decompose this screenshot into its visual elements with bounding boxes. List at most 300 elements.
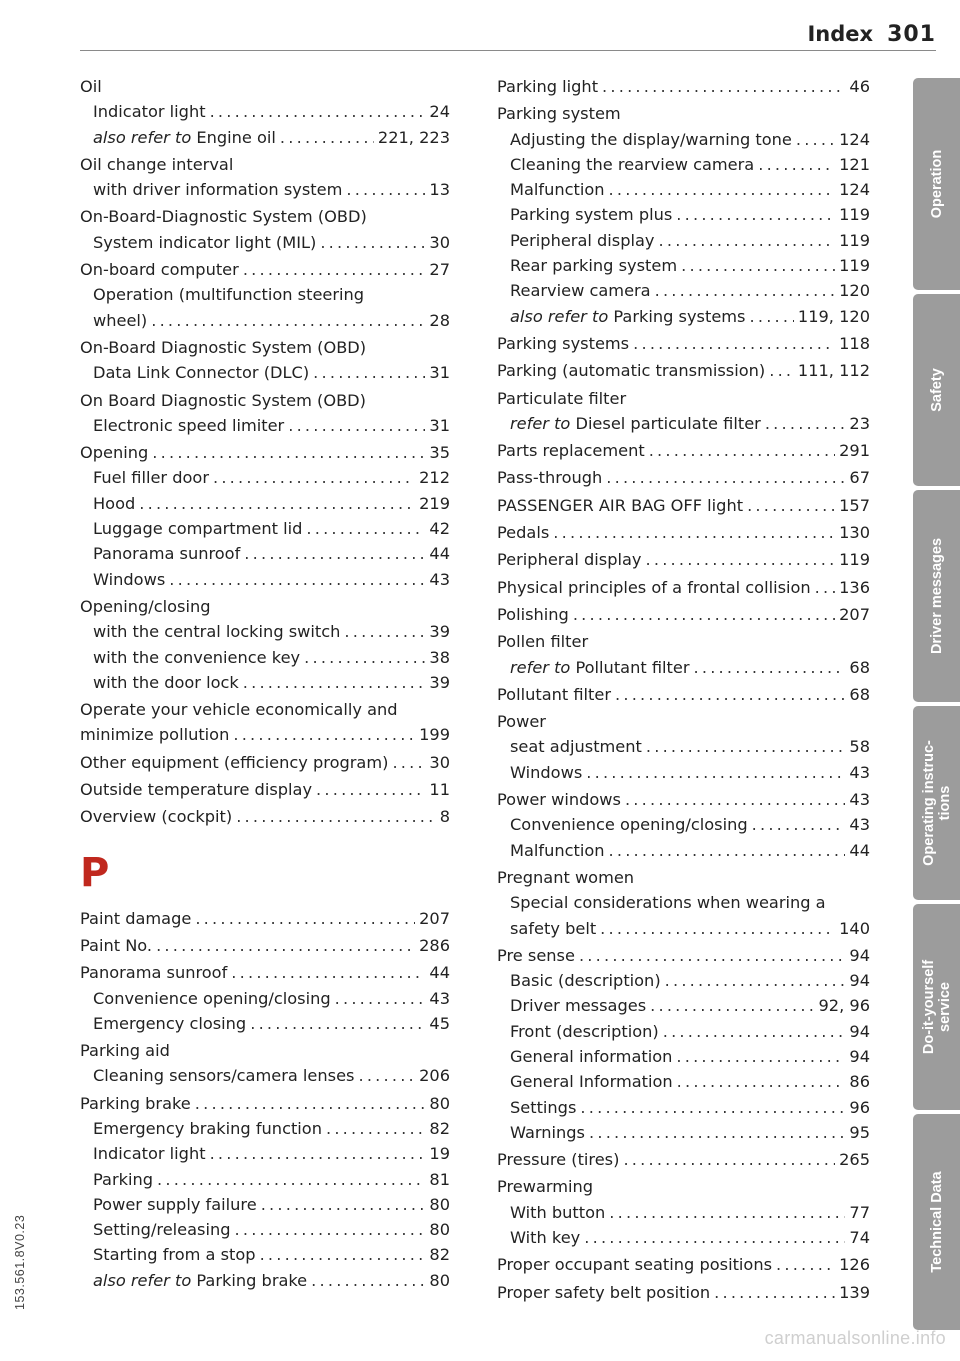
entry-text: With button	[510, 1202, 606, 1222]
dot-leader	[195, 1091, 426, 1116]
page-reference[interactable]: 111, 112	[797, 361, 870, 381]
page-reference[interactable]: 82	[429, 1118, 450, 1138]
entry-text: Engine oil	[191, 127, 276, 147]
index-entry	[80, 960, 450, 985]
index-entry	[497, 812, 870, 837]
dot-leader	[815, 575, 835, 600]
dot-leader	[326, 1116, 425, 1141]
index-entry	[497, 520, 870, 545]
page-reference[interactable]: 30	[429, 232, 450, 252]
index-entry	[497, 760, 870, 785]
entry-text: with driver information system	[93, 180, 343, 200]
page-reference[interactable]: 219	[419, 493, 450, 513]
dot-leader	[694, 655, 846, 680]
dot-leader	[752, 812, 846, 837]
page-reference[interactable]: 199	[419, 725, 450, 745]
page-reference[interactable]: 121	[839, 154, 870, 174]
entry-term	[80, 750, 388, 775]
entry-term	[93, 413, 284, 438]
entry-term	[510, 1225, 580, 1250]
entry-term	[93, 177, 342, 202]
entry-text: Front (description)	[510, 1021, 659, 1041]
page-reference[interactable]: 23	[849, 413, 870, 433]
page-reference[interactable]: 94	[849, 1021, 870, 1041]
entry-text: Pollen filter	[497, 632, 589, 652]
dot-leader	[765, 411, 846, 436]
index-entry	[80, 619, 450, 644]
dot-leader	[243, 257, 426, 282]
index-entry	[497, 1174, 870, 1199]
page-reference[interactable]: 207	[419, 908, 450, 928]
page-reference[interactable]: 119	[839, 205, 870, 225]
entry-term	[510, 152, 754, 177]
dot-leader	[210, 1141, 426, 1166]
entry-term	[80, 933, 152, 958]
entry-text: Pollutant filter	[570, 657, 690, 677]
dot-leader	[151, 308, 425, 333]
entry-term	[80, 777, 312, 802]
entry-term	[497, 787, 621, 812]
page-reference[interactable]: 119	[839, 256, 870, 276]
index-entry	[80, 777, 450, 802]
dot-leader	[580, 1095, 845, 1120]
page-reference[interactable]: 31	[429, 363, 450, 383]
page-reference[interactable]: 46	[849, 77, 870, 96]
page-reference[interactable]: 81	[429, 1169, 450, 1189]
index-entry	[80, 177, 450, 202]
entry-term	[510, 734, 642, 759]
index-entry	[80, 230, 450, 255]
dot-leader	[714, 1280, 835, 1305]
entry-text: Polishing	[497, 604, 569, 624]
entry-text: On-Board Diagnostic System (OBD)	[80, 337, 367, 357]
entry-text: With key	[510, 1228, 581, 1248]
index-entry	[80, 804, 450, 829]
entry-text: seat adjustment	[510, 737, 642, 757]
dot-leader	[573, 602, 835, 627]
dot-leader	[195, 906, 415, 931]
page-reference[interactable]: 42	[429, 519, 450, 539]
dot-leader	[236, 804, 436, 829]
entry-term	[93, 1217, 231, 1242]
page-reference[interactable]: 44	[849, 840, 870, 860]
letter-heading: P	[80, 849, 110, 896]
entry-term	[510, 202, 672, 227]
dot-leader	[646, 547, 836, 572]
page-reference[interactable]: 44	[429, 963, 450, 983]
index-entry	[497, 916, 870, 941]
index-entry	[80, 1091, 450, 1116]
entry-text: Paint damage	[80, 908, 192, 928]
dot-leader	[609, 1200, 845, 1225]
tab-label: Safety	[928, 368, 945, 412]
page-reference[interactable]: 74	[849, 1228, 870, 1248]
page-reference[interactable]: 95	[849, 1122, 870, 1142]
entry-text: with the door lock	[93, 672, 239, 692]
entry-term	[510, 838, 605, 863]
page-reference[interactable]: 124	[839, 129, 870, 149]
entry-text: Special considerations when wearing a	[510, 893, 826, 913]
index-entry	[80, 491, 450, 516]
index-entry	[497, 993, 870, 1018]
entry-text: Data Link Connector (DLC)	[93, 363, 310, 383]
index-entry	[497, 177, 870, 202]
entry-reference-prefix: refer to	[510, 413, 571, 433]
dot-leader	[758, 152, 835, 177]
page-reference[interactable]: 43	[849, 790, 870, 810]
entry-term	[510, 1019, 659, 1044]
index-entry	[80, 516, 450, 541]
dot-leader	[649, 438, 835, 463]
index-entry	[80, 74, 450, 99]
index-entry	[497, 1044, 870, 1069]
page-reference[interactable]: 58	[849, 737, 870, 757]
dot-leader	[676, 202, 835, 227]
entry-term	[497, 520, 549, 545]
entry-term	[80, 440, 148, 465]
entry-term	[80, 1091, 191, 1116]
entry-text: Overview (cockpit)	[80, 807, 233, 827]
index-entry	[497, 943, 870, 968]
entry-term	[510, 127, 792, 152]
dot-leader	[623, 1147, 835, 1172]
page-reference[interactable]: 80	[429, 1220, 450, 1240]
entry-text: Pressure (tires)	[497, 1150, 620, 1170]
entry-text: Parking brake	[191, 1270, 308, 1290]
entry-text: Parking	[93, 1169, 154, 1189]
index-entry	[497, 386, 870, 411]
tab-label: Operation	[928, 149, 945, 219]
entry-term	[510, 253, 677, 278]
entry-text: Parts replacement	[497, 441, 645, 461]
page-reference[interactable]: 130	[839, 523, 870, 543]
dot-leader	[609, 838, 846, 863]
dot-leader	[776, 1252, 835, 1277]
entry-text: Pass-through	[497, 468, 603, 488]
entry-term	[497, 1147, 619, 1172]
dot-leader	[344, 619, 425, 644]
page-reference[interactable]: 118	[839, 333, 870, 353]
entry-text: Paint No.	[80, 935, 153, 955]
entry-text: Cleaning sensors/camera lenses	[93, 1066, 355, 1086]
page-reference[interactable]: 68	[849, 657, 870, 677]
index-entry	[497, 152, 870, 177]
index-entry	[80, 750, 450, 775]
dot-leader	[655, 278, 835, 303]
index-entry	[497, 709, 870, 734]
dot-leader	[769, 358, 794, 383]
page-reference[interactable]: 28	[429, 310, 450, 330]
entry-term	[510, 1069, 673, 1094]
index-entry	[80, 125, 450, 150]
tab-label: Do-it-yourself service	[920, 959, 953, 1055]
entry-term	[93, 360, 309, 385]
page-reference[interactable]: 96	[849, 1097, 870, 1117]
entry-text: Opening/closing	[80, 596, 211, 616]
dot-leader	[796, 127, 835, 152]
dot-leader	[750, 304, 794, 329]
index-entry	[497, 465, 870, 490]
page-reference[interactable]: 119	[839, 550, 870, 570]
entry-text: Proper safety belt position	[497, 1282, 711, 1302]
entry-text: On-Board-Diagnostic System (OBD)	[80, 207, 367, 227]
entry-text: minimize pollution	[80, 725, 230, 745]
page-reference[interactable]: 27	[429, 260, 450, 280]
dot-leader	[358, 1063, 415, 1088]
index-entry	[497, 1120, 870, 1145]
page-reference[interactable]: 35	[429, 443, 450, 463]
page-reference[interactable]: 80	[429, 1093, 450, 1113]
entry-term	[510, 304, 746, 329]
page-reference[interactable]: 68	[849, 684, 870, 704]
page-reference[interactable]: 157	[839, 495, 870, 515]
index-column-left	[80, 74, 450, 1293]
entry-term	[93, 1116, 322, 1141]
entry-text: Parking system plus	[510, 205, 673, 225]
page-reference[interactable]: 136	[839, 577, 870, 597]
entry-text: Prewarming	[497, 1177, 594, 1197]
page-reference[interactable]: 92, 96	[818, 996, 870, 1016]
entry-text: Malfunction	[510, 180, 605, 200]
entry-text: Pre sense	[497, 945, 575, 965]
page-reference[interactable]: 11	[429, 780, 450, 800]
index-entry	[497, 655, 870, 680]
entry-text: Parking light	[497, 77, 599, 96]
index-entry	[80, 1063, 450, 1088]
dot-leader	[152, 440, 425, 465]
tab-operating-instructions[interactable]	[913, 706, 960, 900]
page-reference[interactable]: 43	[429, 569, 450, 589]
page-reference[interactable]: 140	[839, 918, 870, 938]
dot-leader	[320, 230, 425, 255]
index-group-p-continued	[497, 74, 870, 1305]
dot-leader	[313, 360, 425, 385]
index-entry	[80, 1141, 450, 1166]
index-entry	[80, 906, 450, 931]
page-reference[interactable]: 86	[849, 1072, 870, 1092]
page-reference[interactable]: 119, 120	[797, 306, 870, 326]
entry-term	[80, 722, 229, 747]
index-entry	[497, 127, 870, 152]
page-reference[interactable]: 38	[429, 647, 450, 667]
entry-reference-prefix: also refer to	[93, 1270, 192, 1290]
entry-text: Settings	[510, 1097, 577, 1117]
tab-do-it-yourself-service[interactable]	[913, 904, 960, 1110]
page-reference[interactable]: 139	[839, 1282, 870, 1302]
entry-term	[93, 986, 331, 1011]
index-entry	[80, 670, 450, 695]
entry-term	[510, 228, 655, 253]
index-entry	[80, 413, 450, 438]
entry-term	[497, 547, 642, 572]
page-number: 301	[887, 22, 936, 47]
index-entry	[80, 440, 450, 465]
page-reference[interactable]: 30	[429, 752, 450, 772]
page-reference[interactable]: 39	[429, 672, 450, 692]
entry-term	[497, 493, 743, 518]
index-entry	[497, 228, 870, 253]
page-reference[interactable]: 45	[429, 1013, 450, 1033]
index-entry	[497, 331, 870, 356]
page-reference[interactable]: 119	[839, 230, 870, 250]
entry-term	[497, 438, 645, 463]
page-reference[interactable]: 126	[839, 1255, 870, 1275]
entry-text: General information	[510, 1046, 673, 1066]
dot-leader	[600, 916, 835, 941]
entry-text: Power	[497, 712, 546, 732]
index-group-o	[80, 74, 450, 830]
dot-leader	[243, 670, 426, 695]
page-reference[interactable]: 291	[839, 441, 870, 461]
page-reference[interactable]: 39	[429, 622, 450, 642]
page-reference[interactable]: 212	[419, 468, 450, 488]
page-reference[interactable]: 44	[429, 544, 450, 564]
dot-leader	[250, 1011, 425, 1036]
index-entry	[497, 74, 870, 99]
dot-leader	[244, 541, 425, 566]
dot-leader	[665, 968, 846, 993]
page-reference[interactable]: 207	[839, 604, 870, 624]
entry-text: Proper occupant seating positions	[497, 1255, 773, 1275]
tab-safety[interactable]	[913, 294, 960, 486]
entry-term	[510, 655, 690, 680]
index-entry	[80, 1011, 450, 1036]
page-reference[interactable]: 80	[429, 1194, 450, 1214]
index-entry	[497, 787, 870, 812]
entry-reference-prefix: also refer to	[510, 306, 609, 326]
index-entry	[497, 202, 870, 227]
dot-leader	[157, 1167, 425, 1192]
entry-term	[510, 812, 748, 837]
index-entry	[80, 308, 450, 333]
page-reference[interactable]: 206	[419, 1066, 450, 1086]
page-reference[interactable]: 67	[849, 468, 870, 488]
entry-text: Pollutant filter	[497, 684, 612, 704]
page-reference[interactable]: 31	[429, 415, 450, 435]
entry-text: Starting from a stop	[93, 1245, 256, 1265]
entry-term	[93, 1192, 257, 1217]
dot-leader	[235, 1217, 426, 1242]
page-reference[interactable]: 124	[839, 180, 870, 200]
dot-leader	[233, 722, 415, 747]
page-reference[interactable]: 265	[839, 1150, 870, 1170]
entry-text: Panorama sunroof	[80, 963, 228, 983]
page-reference[interactable]: 94	[849, 945, 870, 965]
tab-label: Technical Data	[928, 1171, 945, 1273]
page-reference[interactable]: 80	[429, 1270, 450, 1290]
dot-leader	[335, 986, 426, 1011]
entry-text: Parking (automatic transmission)	[497, 361, 766, 381]
entry-text: Pregnant women	[497, 867, 635, 887]
page-reference[interactable]: 8	[439, 807, 450, 827]
page-reference[interactable]: 43	[849, 762, 870, 782]
dot-leader	[213, 465, 415, 490]
entry-term	[93, 541, 240, 566]
dot-leader	[615, 682, 845, 707]
dot-leader	[663, 1019, 846, 1044]
tab-operation[interactable]	[913, 78, 960, 290]
page-reference[interactable]: 94	[849, 971, 870, 991]
dot-leader	[586, 760, 845, 785]
dot-leader	[589, 1120, 845, 1145]
page-reference[interactable]: 120	[839, 281, 870, 301]
entry-text: Windows	[510, 762, 583, 782]
entry-term	[497, 682, 611, 707]
index-entry	[497, 304, 870, 329]
entry-term	[497, 602, 569, 627]
index-entry	[80, 1038, 450, 1063]
entry-term	[93, 465, 209, 490]
page-reference[interactable]: 82	[429, 1245, 450, 1265]
entry-text: Convenience opening/closing	[93, 988, 331, 1008]
page-reference[interactable]: 43	[429, 988, 450, 1008]
entry-text: Pedals	[497, 523, 550, 543]
entry-text: Peripheral display	[497, 550, 642, 570]
entry-text: Convenience opening/closing	[510, 815, 748, 835]
page-reference[interactable]: 286	[419, 935, 450, 955]
entry-text: wheel)	[93, 310, 148, 330]
dot-leader	[288, 413, 425, 438]
dot-leader	[304, 645, 425, 670]
page-reference[interactable]: 13	[429, 180, 450, 200]
page-reference[interactable]: 24	[429, 102, 450, 122]
index-entry	[497, 838, 870, 863]
entry-text: with the central locking switch	[93, 622, 341, 642]
entry-text: General Information	[510, 1072, 673, 1092]
page-reference[interactable]: 43	[849, 815, 870, 835]
page-reference[interactable]: 221, 223	[377, 127, 450, 147]
dot-leader	[261, 1192, 426, 1217]
header-rule	[80, 50, 936, 51]
index-entry	[80, 99, 450, 124]
page-reference[interactable]: 94	[849, 1046, 870, 1066]
entry-term	[93, 1167, 153, 1192]
watermark: carmanualsonline.info	[764, 1328, 946, 1348]
document-code: 153.561.8V0.23	[13, 1214, 27, 1310]
entry-term	[497, 943, 575, 968]
entry-reference-prefix: also refer to	[93, 127, 192, 147]
tab-label: Driver messages	[928, 537, 945, 655]
entry-term	[497, 1252, 772, 1277]
dot-leader	[681, 253, 835, 278]
tab-technical-data[interactable]	[913, 1114, 960, 1330]
entry-text: Panorama sunroof	[93, 544, 241, 564]
index-entry	[80, 541, 450, 566]
entry-term	[510, 411, 761, 436]
page-reference[interactable]: 19	[429, 1144, 450, 1164]
dot-leader	[156, 933, 415, 958]
dot-leader	[579, 943, 845, 968]
dot-leader	[306, 516, 425, 541]
entry-term	[93, 1242, 256, 1267]
tab-driver-messages[interactable]	[913, 490, 960, 702]
dot-leader	[659, 228, 836, 253]
index-entry	[80, 335, 450, 360]
dot-leader	[231, 960, 425, 985]
entry-term	[510, 760, 582, 785]
index-entry	[497, 629, 870, 654]
dot-leader	[625, 787, 845, 812]
entry-term	[93, 619, 340, 644]
entry-term	[93, 1063, 354, 1088]
index-entry	[497, 547, 870, 572]
dot-leader	[280, 125, 374, 150]
dot-leader	[609, 177, 836, 202]
entry-term	[510, 1044, 672, 1069]
page-reference[interactable]: 77	[849, 1202, 870, 1222]
index-entry	[497, 101, 870, 126]
dot-leader	[553, 520, 835, 545]
